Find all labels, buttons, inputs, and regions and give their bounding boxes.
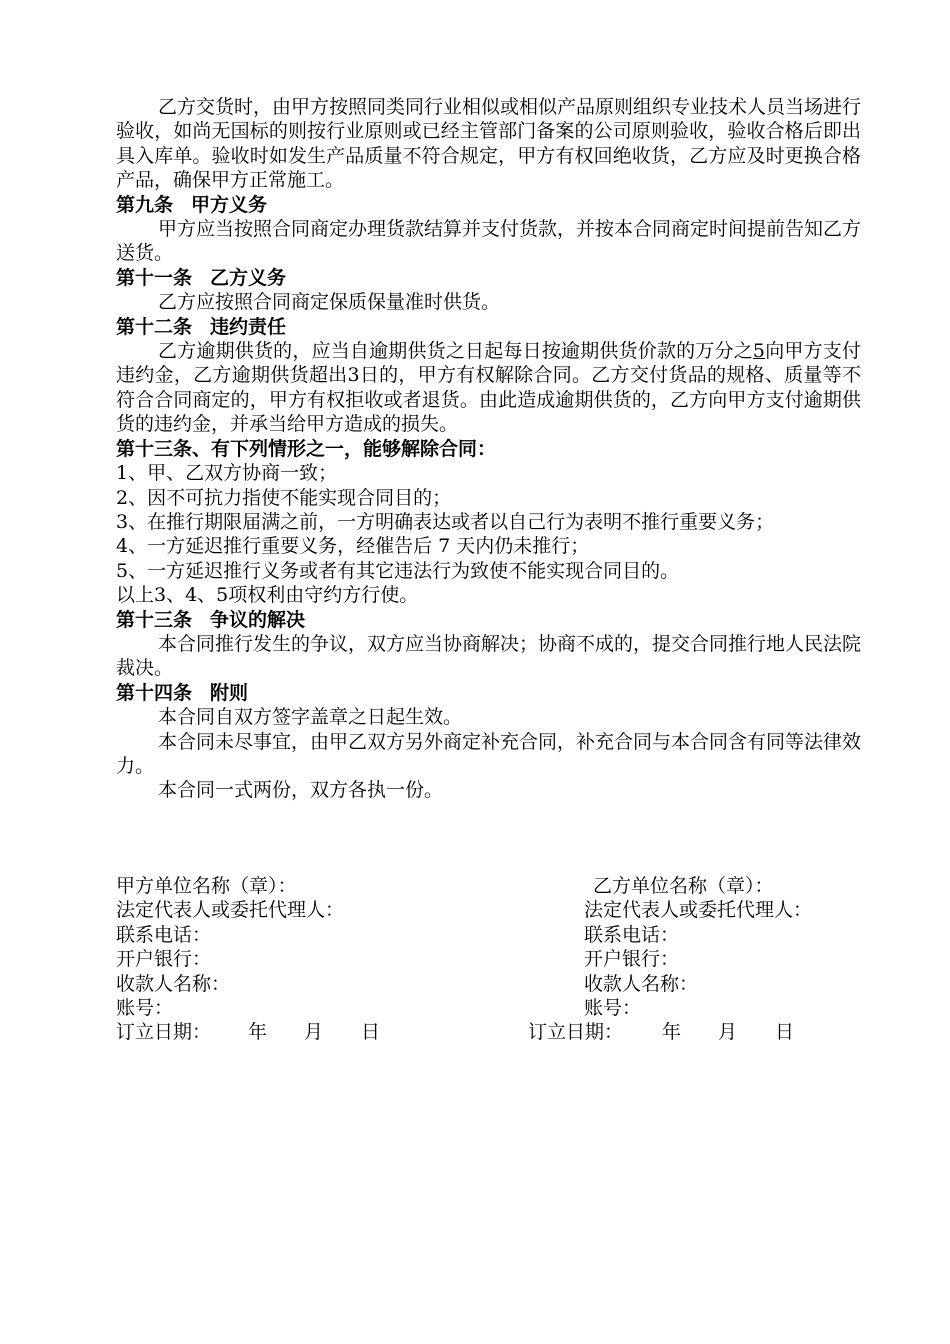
article-12-heading [116, 315, 861, 339]
termination-item-4: 4、一方延迟推行重要义务，经催告后 7 天内仍未推行； [116, 535, 590, 558]
party-a-bank-label: 开户银行： [116, 948, 212, 971]
article-11-title: 乙方义务 [210, 266, 287, 289]
party-a-payee-label: 收款人名称： [116, 972, 231, 995]
termination-item-1: 1、甲、乙双方协商一致； [116, 462, 338, 485]
party-b-date-label: 订立日期： [528, 1021, 624, 1044]
signature-row-representative [116, 898, 861, 922]
party-b-date-month: 月 [718, 1021, 738, 1044]
article-9-number: 第九条 [116, 193, 174, 216]
article-11-heading [116, 266, 861, 290]
article-14-number: 第十四条 [116, 681, 193, 704]
party-a-date-day: 日 [361, 1021, 381, 1044]
signature-row-company [116, 874, 861, 898]
signature-block [116, 874, 861, 1046]
article-14-title: 附则 [210, 681, 249, 704]
acceptance-paragraph: 乙方交货时，由甲方按照同类同行业相似或相似产品原则组织专业技术人员当场进行验收，如尚无国标的则按行业原则或已经主管部门备案的公司原则验收，验收合格后即出具入库单。验收时如发生产品质量不符合规定，甲方有权回绝收货，乙方应及时更换合格产品，确保甲方正常施工。 [116, 96, 862, 192]
article-12-body-part-a: 乙方逾期供货的，应当自逾期供货之日起每日按逾期供货价款的万分之 [158, 340, 753, 363]
party-b-date-day: 日 [775, 1021, 795, 1044]
party-b-bank-label: 开户银行： [584, 948, 680, 971]
signature-row-payee [116, 972, 861, 996]
party-a-account-label: 账号： [116, 996, 174, 1019]
party-b-company-label: 乙方单位名称（章）： [593, 875, 774, 897]
party-b-representative-label: 法定代表人或委托代理人： [584, 899, 813, 922]
article-13-dispute-title: 争议的解决 [210, 608, 306, 631]
party-b-payee-label: 收款人名称： [584, 972, 699, 995]
party-a-date-month: 月 [304, 1021, 324, 1044]
party-b-date-year: 年 [662, 1021, 682, 1044]
article-13-dispute-heading [116, 608, 861, 632]
article-14-line-1: 本合同自双方签字盖章之日起生效。 [158, 706, 463, 729]
contract-body [116, 95, 861, 803]
signature-row-bank [116, 947, 861, 971]
article-9-body: 甲方应当按照合同商定办理货款结算并支付货款，并按本合同商定时间提前告知乙方送货。 [116, 218, 862, 265]
article-11-body: 乙方应按照合同商定保质保量准时供货。 [158, 291, 501, 314]
article-14-line-2: 本合同未尽事宜，由甲乙双方另外商定补充合同，补充合同与本合同含有同等法律效力。 [116, 730, 862, 777]
article-12-rate-underlined: 5 [752, 340, 766, 363]
termination-note: 以上3、4、5项权利由守约方行使。 [116, 584, 419, 607]
termination-item-5: 5、一方延迟推行义务或者有其它违法行为致使不能实现合同目的。 [116, 559, 680, 582]
party-a-representative-label: 法定代表人或委托代理人： [116, 899, 345, 922]
termination-item-2: 2、因不可抗力指使不能实现合同目的； [116, 486, 452, 509]
article-12-body [116, 339, 861, 437]
article-12-body-part-b: 向甲方支付违约金，乙方逾期供货超出3日的，甲方有权解除合同。乙方交付货品的规格、质量等不符合合同商定的，甲方有权拒收或者退货。由此造成逾期供货的，乙方向甲方支付逾期供货的违约金，并承当给甲方造成的损失。 [116, 340, 861, 436]
article-13-dispute-number: 第十三条 [116, 608, 193, 631]
party-b-account-label: 账号： [584, 996, 642, 1019]
article-13-dispute-body: 本合同推行发生的争议，双方应当协商解决；协商不成的，提交合同推行地人民法院裁决。 [116, 632, 862, 680]
party-a-date-label: 订立日期： [116, 1021, 212, 1044]
party-a-phone-label: 联系电话： [116, 923, 212, 946]
article-12-title: 违约责任 [210, 315, 287, 338]
article-14-line-3: 本合同一式两份，双方各执一份。 [158, 779, 444, 802]
termination-item-3: 3、在推行期限届满之前，一方明确表达或者以自己行为表明不推行重要义务； [116, 510, 775, 533]
article-12-number: 第十二条 [116, 315, 193, 338]
article-9-title: 甲方义务 [191, 193, 268, 216]
signature-row-phone [116, 923, 861, 947]
article-9-heading [116, 193, 861, 217]
article-13-termination-heading: 第十三条、有下列情形之一，能够解除合同： [116, 437, 497, 460]
party-a-date-year: 年 [248, 1021, 268, 1044]
signature-row-date [116, 1020, 861, 1046]
signature-row-account [116, 996, 861, 1020]
party-b-phone-label: 联系电话： [584, 923, 680, 946]
article-14-heading [116, 681, 861, 705]
article-11-number: 第十一条 [116, 266, 193, 289]
party-a-company-label: 甲方单位名称（章）： [116, 875, 297, 897]
